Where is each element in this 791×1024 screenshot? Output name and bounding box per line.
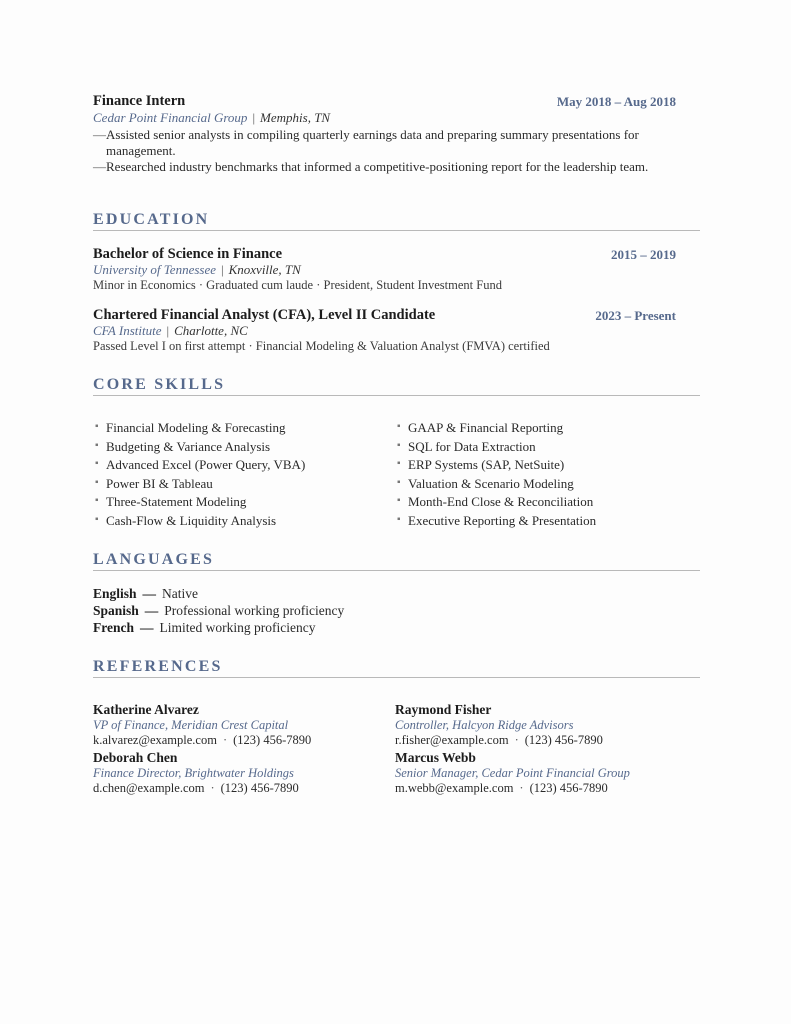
language-dash: —	[144, 603, 159, 618]
skill-label: Budgeting & Variance Analysis	[106, 438, 271, 454]
reference-role: VP of Finance, Meridian Crest Capital	[93, 718, 289, 732]
skill-label: Month-End Close & Reconciliation	[408, 494, 594, 510]
reference-phone: (123) 456-7890	[529, 781, 608, 795]
bullet-icon: ▪	[95, 495, 99, 507]
skill-item	[395, 438, 596, 457]
job-bullet	[93, 159, 683, 175]
skill-label: Cash-Flow & Liquidity Analysis	[106, 512, 277, 528]
skill-item	[395, 512, 596, 531]
reference-role: Finance Director, Brightwater Holdings	[93, 766, 294, 780]
bullet-icon: ▪	[397, 495, 401, 507]
separator-dot: ·	[514, 733, 519, 747]
skill-item	[395, 456, 596, 475]
education-detail: Passed Level I on first attempt · Financial Modeling & Valuation Analyst (FMVA) certified	[93, 339, 550, 353]
skill-label: Financial Modeling & Forecasting	[106, 420, 286, 435]
reference-email: d.chen@example.com	[93, 781, 205, 795]
reference-phone: (123) 456-7890	[220, 781, 299, 795]
separator-dot: ·	[519, 781, 524, 795]
education-title: Bachelor of Science in Finance	[93, 246, 283, 262]
education-title: Chartered Financial Analyst (CFA), Level II Candidate	[93, 307, 436, 323]
bullet-icon: ▪	[95, 421, 99, 432]
section-rule	[93, 395, 700, 396]
education-institution: University of Tennessee	[93, 262, 216, 277]
language-name: Spanish	[93, 603, 139, 618]
education-institution: CFA Institute	[93, 323, 162, 338]
separator-dot: ·	[210, 781, 215, 795]
skill-item	[395, 419, 596, 438]
reference-card	[93, 750, 393, 796]
bullet-icon: ▪	[95, 439, 99, 451]
section-heading-references: REFERENCES	[93, 658, 223, 675]
job-dates: May 2018 – Aug 2018	[556, 94, 676, 109]
reference-name: Katherine Alvarez	[93, 702, 199, 717]
skills-column-right	[395, 419, 596, 531]
language-item	[93, 586, 198, 602]
reference-role: Senior Manager, Cedar Point Financial Group	[395, 766, 630, 780]
bullet-icon: ▪	[397, 476, 401, 488]
reference-card	[93, 702, 393, 748]
language-dash: —	[142, 586, 157, 601]
skill-label: Three-Statement Modeling	[106, 494, 247, 510]
reference-email: m.webb@example.com	[395, 781, 514, 795]
job-employer: Cedar Point Financial Group	[93, 110, 248, 125]
skill-label: GAAP & Financial Reporting	[408, 420, 564, 435]
skill-label: Executive Reporting & Presentation	[408, 512, 597, 528]
bullet-icon: ▪	[95, 458, 99, 470]
job-bullets	[93, 127, 683, 176]
reference-email: k.alvarez@example.com	[93, 733, 217, 747]
section-heading-education: EDUCATION	[93, 211, 210, 228]
reference-name: Marcus Webb	[395, 750, 476, 765]
skill-item	[93, 456, 305, 475]
skill-item	[395, 475, 596, 494]
reference-role: Controller, Halcyon Ridge Advisors	[395, 718, 574, 732]
language-name: French	[93, 620, 134, 635]
reference-phone: (123) 456-7890	[524, 733, 603, 747]
language-name: English	[93, 586, 137, 601]
education-org-line	[93, 323, 248, 339]
separator: |	[166, 323, 170, 338]
bullet-icon: ▪	[95, 476, 99, 488]
skill-label: SQL for Data Extraction	[408, 438, 536, 454]
reference-card	[395, 702, 695, 748]
job-bullet	[93, 127, 683, 158]
section-rule	[93, 677, 700, 678]
dash-marker: —	[93, 159, 106, 174]
section-heading-skills: CORE SKILLS	[93, 376, 226, 393]
separator: |	[252, 110, 256, 125]
bullet-icon: ▪	[397, 439, 401, 451]
language-level: Professional working proficiency	[164, 603, 345, 618]
language-level: Native	[162, 586, 199, 601]
job-org-line	[93, 110, 330, 126]
reference-contact	[395, 733, 695, 748]
separator-dot: ·	[222, 733, 228, 747]
skill-item	[395, 493, 596, 512]
skill-label: Valuation & Scenario Modeling	[408, 475, 574, 491]
skills-column-left	[93, 419, 305, 531]
reference-name: Deborah Chen	[93, 750, 178, 765]
reference-card	[395, 750, 695, 796]
education-dates: 2023 – Present	[595, 308, 676, 323]
skill-label: Power BI & Tableau	[106, 475, 213, 491]
job-bullet-text: Researched industry benchmarks that informed a competitive-positioning report for the leadership team.	[106, 159, 649, 174]
language-dash: —	[140, 620, 154, 635]
job-bullet-text: Assisted senior analysts in compiling quarterly earnings data and preparing summary presentations for management.	[106, 127, 639, 158]
skill-label: ERP Systems (SAP, NetSuite)	[408, 457, 565, 473]
skill-item	[93, 438, 305, 457]
education-location: Charlotte, NC	[174, 323, 248, 338]
reference-contact	[93, 781, 393, 796]
job-location: Memphis, TN	[260, 110, 331, 125]
reference-email: r.fisher@example.com	[395, 733, 509, 747]
bullet-icon: ▪	[95, 513, 99, 525]
education-location: Knoxville, TN	[228, 262, 301, 277]
language-item	[93, 603, 344, 619]
section-rule	[93, 230, 700, 231]
job-title: Finance Intern	[93, 93, 186, 109]
reference-contact	[93, 733, 393, 748]
skill-item	[93, 512, 305, 531]
reference-contact	[395, 781, 695, 796]
skill-item	[93, 419, 305, 438]
reference-name: Raymond Fisher	[395, 702, 492, 717]
section-heading-languages: LANGUAGES	[93, 551, 215, 568]
skill-label: Advanced Excel (Power Query, VBA)	[106, 457, 306, 473]
language-item	[93, 620, 315, 636]
skill-item	[93, 475, 305, 494]
education-org-line	[93, 262, 301, 278]
education-detail: Minor in Economics · Graduated cum laude · President, Student Investment Fund	[93, 278, 502, 292]
skill-item	[93, 493, 305, 512]
language-level: Limited working proficiency	[159, 620, 316, 635]
reference-phone: (123) 456-7890	[233, 733, 312, 747]
dash-marker: —	[93, 127, 106, 142]
education-dates: 2015 – 2019	[611, 247, 676, 262]
separator: |	[221, 262, 224, 277]
bullet-icon: ▪	[397, 421, 401, 432]
bullet-icon: ▪	[397, 513, 401, 525]
section-rule	[93, 570, 700, 571]
bullet-icon: ▪	[397, 458, 401, 470]
